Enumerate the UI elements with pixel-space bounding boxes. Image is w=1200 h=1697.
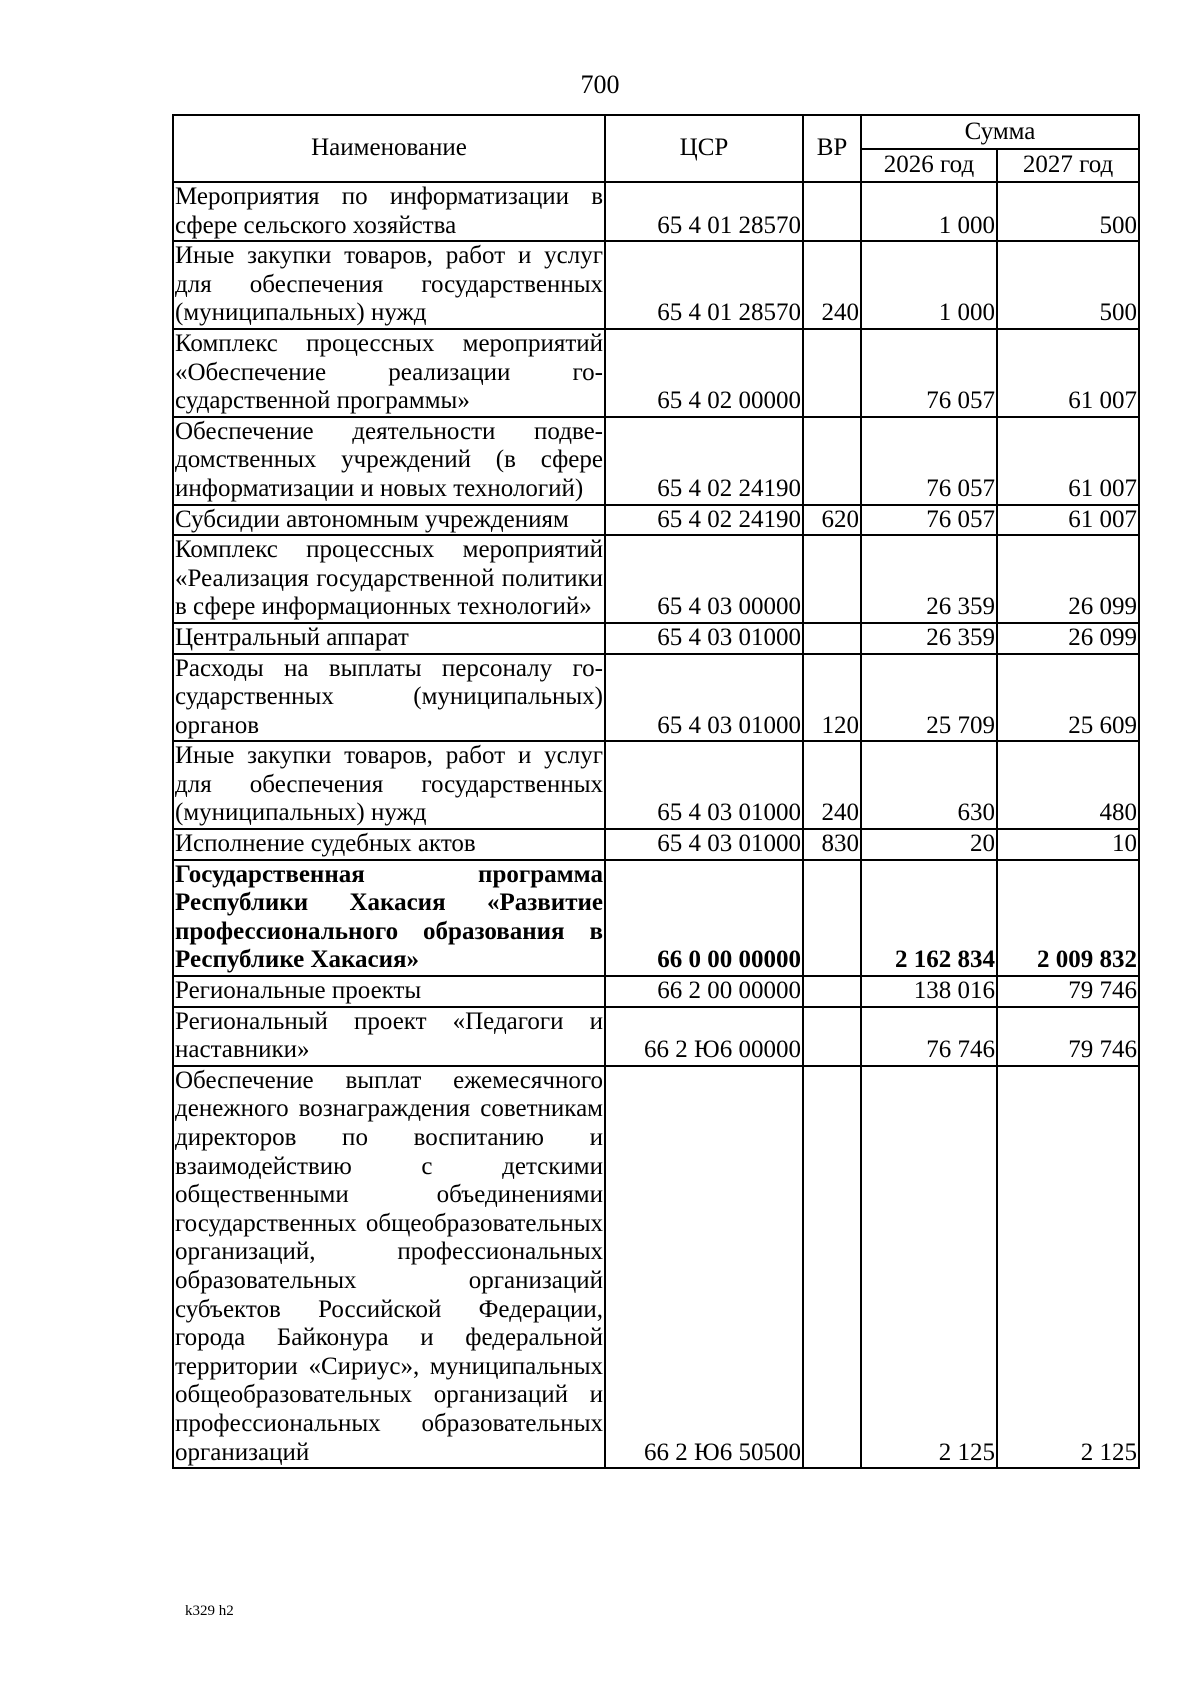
table-row <box>173 741 1139 829</box>
row-amount-2026: 2 125 <box>861 1066 997 1468</box>
row-amount-2026: 1 000 <box>861 241 997 329</box>
table-row <box>173 1066 1139 1468</box>
row-csr: 65 4 02 00000 <box>605 329 803 417</box>
row-vr <box>803 182 861 241</box>
row-vr <box>803 860 861 976</box>
table-row <box>173 535 1139 623</box>
row-name: Мероприятия по информатизации в сфере сельского хозяйства <box>173 182 605 241</box>
table-row <box>173 182 1139 241</box>
row-amount-2027: 79 746 <box>997 976 1139 1007</box>
row-vr: 120 <box>803 654 861 742</box>
row-csr: 66 2 Ю6 50500 <box>605 1066 803 1468</box>
row-amount-2026: 76 057 <box>861 329 997 417</box>
row-csr: 66 0 00 00000 <box>605 860 803 976</box>
header-name: Наименование <box>173 115 605 182</box>
header-sum: Сумма <box>861 115 1139 149</box>
row-amount-2026: 76 057 <box>861 505 997 536</box>
row-amount-2026: 26 359 <box>861 623 997 654</box>
row-name: Государственная программа Республики Хакасия «Развитие профессионального образования в Республике Хакасия» <box>173 860 605 976</box>
row-amount-2027: 26 099 <box>997 535 1139 623</box>
row-vr: 620 <box>803 505 861 536</box>
row-vr: 830 <box>803 829 861 860</box>
row-vr <box>803 535 861 623</box>
row-amount-2027: 61 007 <box>997 329 1139 417</box>
row-name: Комплекс процессных мероприятий «Обеспечение реализации государственной программы» <box>173 329 605 417</box>
row-csr: 65 4 02 24190 <box>605 505 803 536</box>
row-amount-2027: 2 125 <box>997 1066 1139 1468</box>
table-body <box>173 182 1139 1468</box>
row-vr <box>803 976 861 1007</box>
row-amount-2027: 61 007 <box>997 505 1139 536</box>
row-name: Обеспечение деятельности подведомственных учреждений (в сфере информатизации и новых технологий) <box>173 417 605 505</box>
row-name: Комплекс процессных мероприятий «Реализация государственной политики в сфере информационных технологий» <box>173 535 605 623</box>
row-name: Региональный проект «Педагоги и наставники» <box>173 1007 605 1066</box>
header-year-2027: 2027 год <box>997 149 1139 182</box>
row-vr <box>803 1066 861 1468</box>
row-amount-2026: 25 709 <box>861 654 997 742</box>
row-amount-2027: 2 009 832 <box>997 860 1139 976</box>
row-csr: 65 4 03 01000 <box>605 623 803 654</box>
table-row <box>173 654 1139 742</box>
row-csr: 65 4 01 28570 <box>605 241 803 329</box>
page-number: 700 <box>580 70 620 99</box>
row-name: Исполнение судебных актов <box>173 829 605 860</box>
row-name: Центральный аппарат <box>173 623 605 654</box>
row-amount-2027: 25 609 <box>997 654 1139 742</box>
table-row <box>173 329 1139 417</box>
row-name: Расходы на выплаты персоналу государственных (муниципальных) органов <box>173 654 605 742</box>
footer-code: k329 h2 <box>185 1603 234 1619</box>
row-csr: 65 4 03 01000 <box>605 741 803 829</box>
row-amount-2026: 76 057 <box>861 417 997 505</box>
row-amount-2026: 76 746 <box>861 1007 997 1066</box>
table-row <box>173 829 1139 860</box>
table-header <box>173 115 1139 182</box>
row-vr: 240 <box>803 741 861 829</box>
row-vr <box>803 329 861 417</box>
row-csr: 66 2 Ю6 00000 <box>605 1007 803 1066</box>
row-name: Субсидии автономным учреждениям <box>173 505 605 536</box>
row-amount-2027: 500 <box>997 182 1139 241</box>
table-row <box>173 417 1139 505</box>
budget-table <box>172 114 1140 1469</box>
row-vr <box>803 623 861 654</box>
table-row <box>173 860 1139 976</box>
row-amount-2026: 2 162 834 <box>861 860 997 976</box>
row-vr <box>803 417 861 505</box>
row-csr: 65 4 02 24190 <box>605 417 803 505</box>
row-amount-2026: 1 000 <box>861 182 997 241</box>
row-amount-2027: 61 007 <box>997 417 1139 505</box>
row-name: Региональные проекты <box>173 976 605 1007</box>
row-name: Иные закупки товаров, работ и услуг для обеспечения государственных (муниципальных) нужд <box>173 741 605 829</box>
header-vr: ВР <box>803 115 861 182</box>
row-amount-2027: 26 099 <box>997 623 1139 654</box>
row-csr: 65 4 03 01000 <box>605 654 803 742</box>
row-name: Обеспечение выплат ежемесячного денежного вознаграждения советникам директоров по воспитанию и взаимодействию с детскими общественными объединениями государственных общеобразовательных организаций, профессиональных образовательных организаций субъектов Российской Федерации, города Байконура и федеральной территории «Сириус», муниципальных общеобразовательных организаций и профессиональных образовательных организаций <box>173 1066 605 1468</box>
row-amount-2026: 20 <box>861 829 997 860</box>
row-csr: 66 2 00 00000 <box>605 976 803 1007</box>
table-row <box>173 623 1139 654</box>
row-amount-2026: 26 359 <box>861 535 997 623</box>
header-year-2026: 2026 год <box>861 149 997 182</box>
table-row <box>173 241 1139 329</box>
row-name: Иные закупки товаров, работ и услуг для обеспечения государственных (муниципальных) нужд <box>173 241 605 329</box>
row-amount-2027: 10 <box>997 829 1139 860</box>
row-amount-2027: 480 <box>997 741 1139 829</box>
table-row <box>173 1007 1139 1066</box>
row-vr <box>803 1007 861 1066</box>
row-amount-2027: 79 746 <box>997 1007 1139 1066</box>
table-row <box>173 976 1139 1007</box>
row-amount-2027: 500 <box>997 241 1139 329</box>
row-vr: 240 <box>803 241 861 329</box>
row-csr: 65 4 03 00000 <box>605 535 803 623</box>
row-csr: 65 4 03 01000 <box>605 829 803 860</box>
row-amount-2026: 630 <box>861 741 997 829</box>
row-csr: 65 4 01 28570 <box>605 182 803 241</box>
table-row <box>173 505 1139 536</box>
header-csr: ЦСР <box>605 115 803 182</box>
row-amount-2026: 138 016 <box>861 976 997 1007</box>
